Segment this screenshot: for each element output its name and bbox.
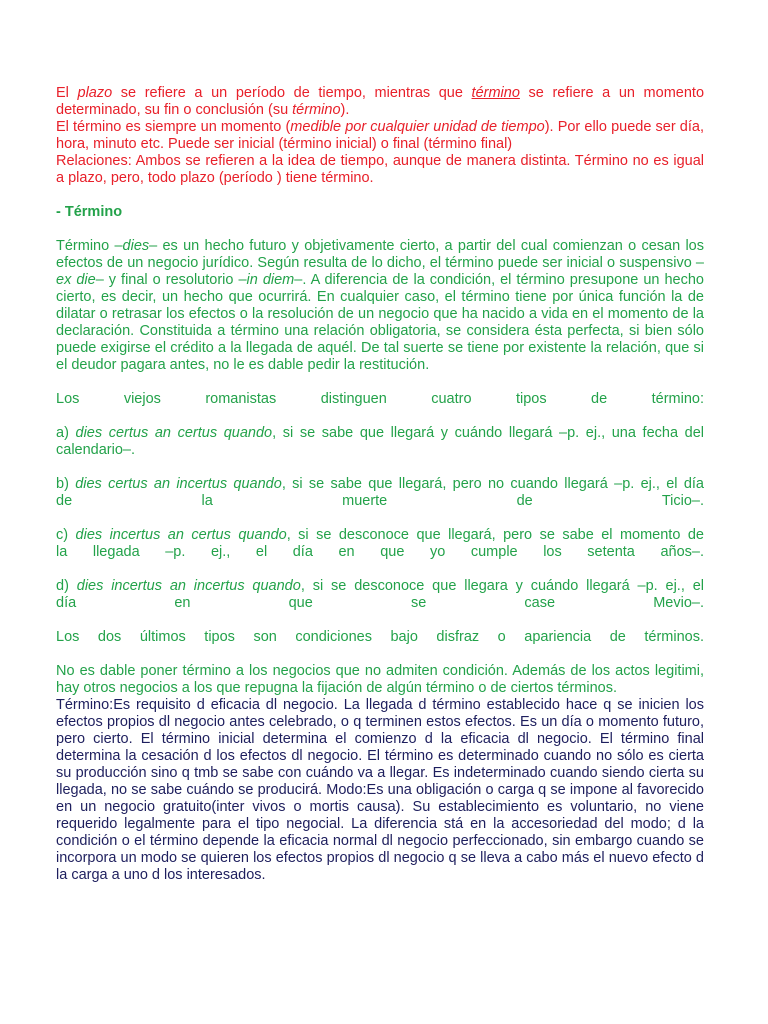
italic-latin: dies certus an certus quando (75, 425, 273, 441)
document-page (56, 85, 704, 884)
italic-ex-die: ex die (56, 272, 96, 288)
text: c) (56, 527, 76, 543)
relaciones-paragraph: Relaciones: Ambos se refieren a la idea de tiempo, aunque de manera distinta. Término no es igual a plazo, pero, todo plazo (período ) tiene término. (56, 153, 704, 186)
text: ). (340, 102, 350, 118)
romanistas-line: Los viejos romanistas distinguen cuatro tipos de término: (56, 391, 704, 407)
italic-termino: término (292, 102, 341, 118)
text: – y final o resolutorio – (95, 272, 247, 288)
italic-in-diem: in diem (246, 272, 295, 288)
text: , si se sabe que llegará y cuándo llegará –p. ej., una fecha del calendario–. (56, 425, 705, 458)
no-dable-paragraph: No es dable poner término a los negocios que no admiten condición. Además de los actos legitimi, hay otros negocios a los que repugna la fijación de algún término o de ciertos términos. (56, 663, 704, 696)
text: , si se sabe que llegará, pero no cuando llegará –p. ej., el día (281, 476, 704, 492)
text: , si se desconoce que llegara y cuándo llegará –p. ej., el (300, 578, 705, 594)
text: a) (56, 425, 76, 441)
type-c (56, 527, 704, 544)
text: se refiere a un momento determinado, su fin o conclusión (su (56, 85, 705, 118)
italic-latin: dies incertus an incertus quando (76, 578, 301, 594)
italic-dies: dies (122, 238, 150, 254)
italic-latin: dies certus an incertus quando (75, 476, 282, 492)
type-a (56, 425, 704, 459)
text: se refiere a un período de tiempo, mientras que (112, 85, 472, 101)
text: b) (56, 476, 76, 492)
definition-paragraph (56, 238, 704, 374)
italic-termino: término (471, 85, 520, 101)
italic-medible: medible por cualquier unidad de tiempo (290, 119, 545, 135)
section-heading: - Término (56, 204, 123, 220)
text: El término es siempre un momento ( (56, 119, 291, 135)
text: – es un hecho futuro y objetivamente cierto, a partir del cual comienzan o cesan los efectos de un negocio jurídico. Según resulta de lo dicho, el término puede ser inicial o suspensivo – (56, 238, 704, 271)
text: El (56, 85, 78, 101)
text: –. A diferencia de la condición, el término presupone un hecho cierto, es decir, un hecho que ocurrirá. En cualquier caso, el término tiene por única función la de dilatar o retrasar los efectos o la resolución de un negocio que ha nacido a vida en el momento de la declaración. Constituida a término una relación obligatoria, se considera ésta perfecta, si bien sólo puede exigirse el crédito a la llegada de aquél. De tal suerte se tiene por existente la relación, que si el deudor pagara antes, no le es dable pedir la restitución. (56, 272, 704, 373)
text: d) (56, 578, 77, 594)
type-d-line2: día en que se case Mevio–. (56, 595, 704, 611)
plazo-paragraph (56, 85, 704, 119)
italic-plazo: plazo (77, 85, 113, 101)
ultimos-line: Los dos últimos tipos son condiciones bajo disfraz o apariencia de términos. (56, 629, 704, 645)
type-b-line2: de la muerte de Ticio–. (56, 493, 704, 509)
text: Término – (56, 238, 123, 254)
termino-modo-paragraph: Término:Es requisito d eficacia dl negocio. La llegada d término establecido hace q se inicien los efectos propios dl negocio antes celebrado, o q terminen estos efectos. Es un día o momento futuro, pero cierto. El término inicial determina el comienzo d la eficacia dl negocio. El término final determina la cesación d los efectos dl negocio. El término es determinado cuando no sólo es cierta su producción sino q tmb se sabe con cuándo va a llegar. Es indeterminado cuando siendo cierta su llegada, no se sabe cuándo se producirá. Modo:Es una obligación o carga q se impone al favorecido en un negocio gratuito(inter vivos o mortis causa). Su establecimiento es voluntario, no viene requerido legalmente para el tipo negocial. La diferencia stá en la accesoriedad del modo; d la condición o el término depende la eficacia normal dl negocio perfeccionado, sin embargo cuando se incorpora un modo se quieren los efectos propios dl negocio q se lleva a cabo más el nuevo efecto d la carga a uno d los interesados. (56, 697, 704, 883)
type-b (56, 476, 704, 493)
text: ). Por ello puede ser día, hora, minuto etc. Puede ser inicial (término inicial) o final (término final) (56, 119, 704, 152)
type-c-line2: la llegada –p. ej., el día en que yo cumple los setenta años–. (56, 544, 704, 560)
text: , si se desconoce que llegará, pero se sabe el momento de (286, 527, 704, 543)
type-d (56, 578, 704, 595)
italic-latin: dies incertus an certus quando (75, 527, 287, 543)
momento-paragraph (56, 119, 704, 153)
